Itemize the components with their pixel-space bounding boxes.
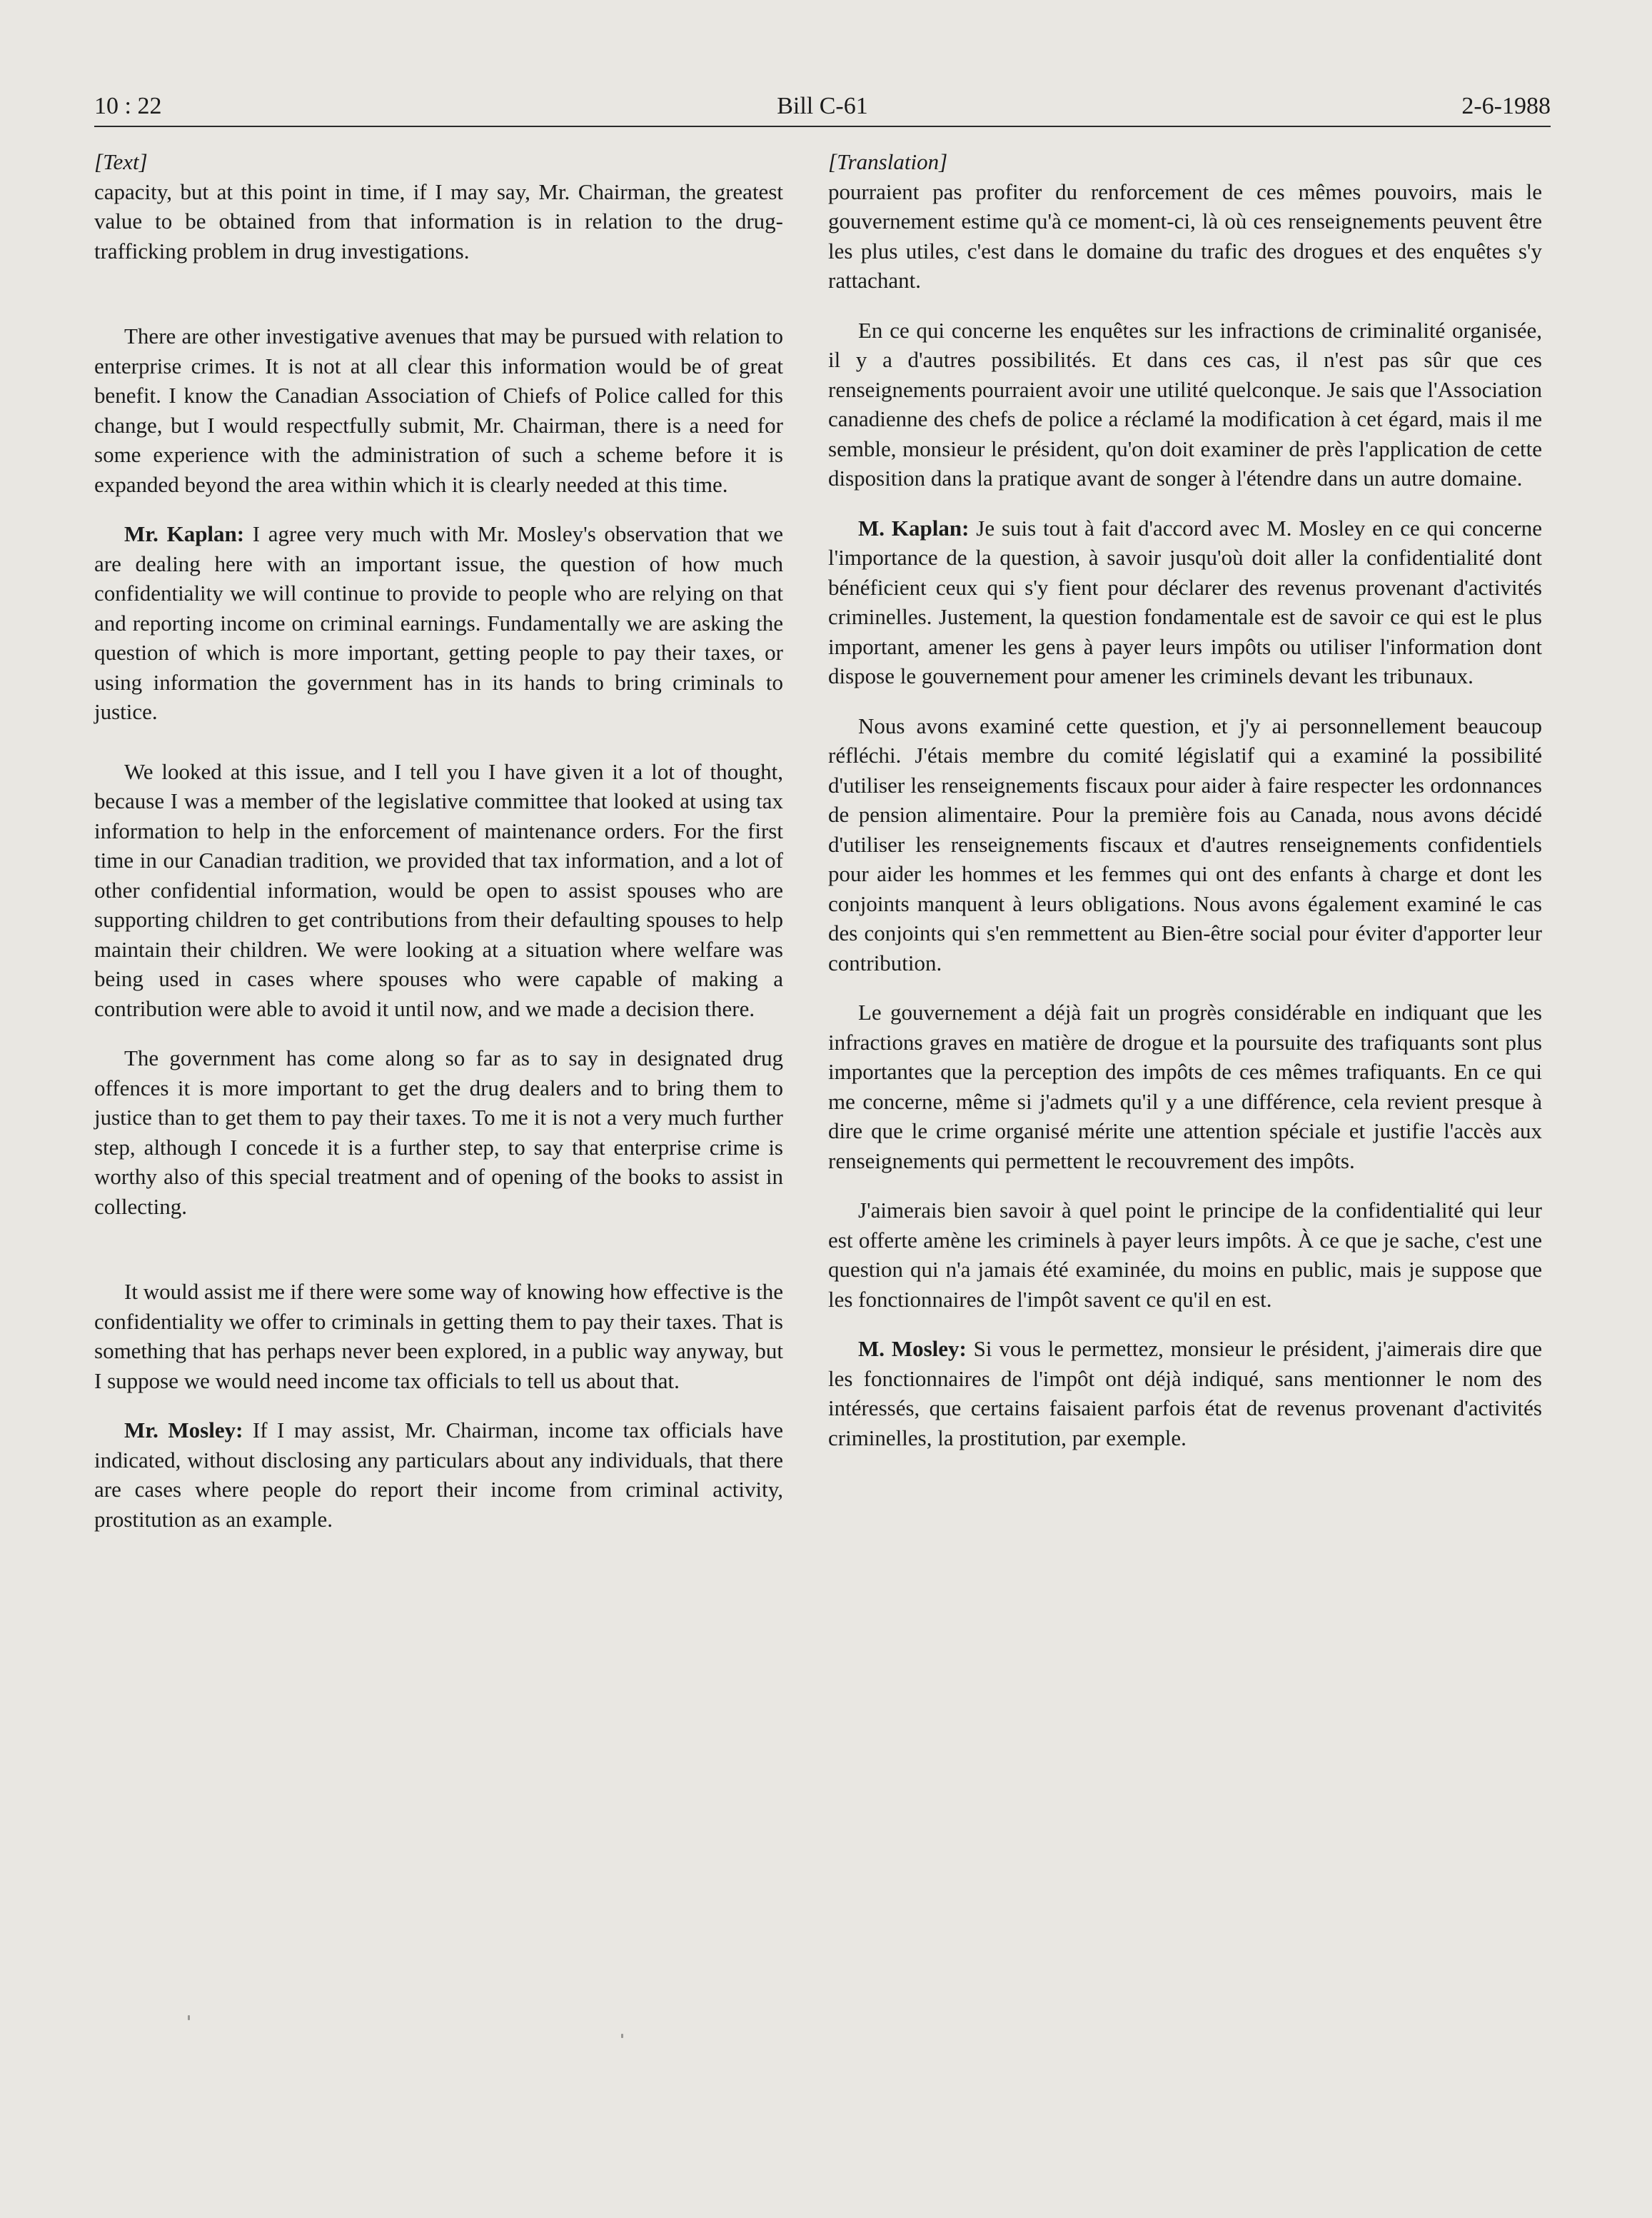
header-date: 2-6-1988 — [1461, 93, 1551, 119]
scan-dot — [621, 2034, 623, 2038]
paragraph — [828, 1195, 1542, 1314]
paragraph — [94, 1043, 783, 1221]
paragraph — [828, 1334, 1542, 1452]
speaker-label: Mr. Mosley: — [124, 1417, 243, 1442]
paragraph — [94, 1415, 783, 1534]
paragraph-text: We looked at this issue, and I tell you I have given it a lot of thought, because I was a member of the legislative committee that looked at using tax information to help in the enforcement of maintenance orders. For the first time in our Canadian tradition, we provided that tax information, and a lot of other confidential information, would be open to assist spouses who are supporting children to get contributions from their defaulting spouses to help maintain their children. We were looking at a situation where welfare was being used in cases where spouses who were capable of making a contribution were able to avoid it until now, and we made a decision there. — [94, 758, 783, 1021]
page-number: 10 : 22 — [94, 93, 162, 119]
paragraph-text: J'aimerais bien savoir à quel point le principe de la confidentialité qui leur est offerte amène les criminels à payer leurs impôts. À ce que je sache, c'est une question qui n'a jamais été examinée, du moins en public, mais je suppose que les fonctionnaires de l'impôt savent ce qu'il en est. — [828, 1198, 1542, 1312]
paragraph-text: Nous avons examiné cette question, et j'y ai personnellement beaucoup réfléchi. J'étais membre du comité législatif qui a examiné la possibilité d'utiliser les renseignements fiscaux pour aider à faire respecter les ordonnances de pension alimentaire. Pour la première fois au Canada, nous avons décidé d'utiliser les renseignements fiscaux et d'autres renseignements confidentiels pour aider les hommes et les femmes qui ont des enfants à charge et dont les conjoints manquent à leurs obligations. Nous avons également examiné le cas des conjoints qui s'en remmettent au Bien-être social pour éviter d'apporter leur contribution. — [828, 713, 1542, 975]
speaker-label: M. Mosley: — [858, 1336, 967, 1361]
paragraph-text: pourraient pas profiter du renforcement de ces mêmes pouvoirs, mais le gouvernement estime qu'à ce moment-ci, là où ces renseignements peuvent être les plus utiles, c'est dans le domaine du trafic des drogues et des enquêtes s'y rattachant. — [828, 179, 1542, 293]
speaker-label: M. Kaplan: — [858, 515, 969, 541]
paragraph — [94, 321, 783, 499]
bill-title: Bill C-61 — [777, 93, 868, 119]
paragraph-text: It would assist me if there were some way of knowing how effective is the confidentiality we offer to criminals in getting them to pay their taxes. That is something that has perhaps never been explored, in a public way anyway, but I suppose we would need income tax officials to tell us about that. — [94, 1279, 783, 1393]
paragraph-text: capacity, but at this point in time, if I may say, Mr. Chairman, the greatest value to be obtained from that information is in relation to the drug-trafficking problem in drug investigations. — [94, 179, 783, 264]
paragraph-text: Si vous le permettez, monsieur le président, j'aimerais dire que les fonctionnaires de l'impôt ont déjà indiqué, sans mentionner le nom des intéressés, que certains faisaient parfois état de revenus provenant d'activités criminelles, la prostitution, par exemple. — [828, 1336, 1542, 1450]
paragraph — [828, 998, 1542, 1175]
paragraph-text: Le gouvernement a déjà fait un progrès considérable en indiquant que les infractions graves en matière de drogue et la poursuite des trafiquants sont plus importantes que la perception des impôts de ces mêmes trafiquants. En ce qui me concerne, même si j'admets qu'il y a une différence, cela revient presque à dire que le crime organisé mérite une attention spéciale et justifie l'accès aux renseignements qui permettent le recouvrement des impôts. — [828, 1000, 1542, 1173]
paragraph — [94, 1277, 783, 1395]
column-tag: [Translation] — [828, 149, 948, 174]
paragraph — [828, 316, 1542, 493]
french-column — [828, 147, 1542, 1452]
paragraph — [94, 177, 783, 266]
english-column — [94, 147, 783, 1534]
paragraph-text: Je suis tout à fait d'accord avec M. Mosley en ce qui concerne l'importance de la question, à savoir jusqu'où doit aller la confidentialité dont bénéficient ceux qui s'y fient pour déclarer des revenus provenant d'activités criminelles. Justement, la question fondamentale est de savoir ce qui est le plus important, amener les gens à payer leurs impôts ou utiliser l'information dont dispose le gouvernement pour amener les criminels devant les tribunaux. — [828, 515, 1543, 688]
scan-dot — [420, 355, 422, 358]
paragraph — [94, 757, 783, 1024]
paragraph-text: There are other investigative avenues that may be pursued with relation to enterprise crimes. It is not at all clear this information would be of great benefit. I know the Canadian Association of Chiefs of Police called for this change, but I would respectfully submit, Mr. Chairman, there is a need for some experience with the administration of such a scheme before it is expanded beyond the area within which it is clearly needed at this time. — [94, 323, 783, 497]
scan-dot — [188, 2015, 190, 2020]
paragraph-text: En ce qui concerne les enquêtes sur les infractions de criminalité organisée, il y a d'autres possibilités. Et dans ces cas, il n'est pas sûr que ces renseignements pourraient avoir une utilité quelconque. Je sais que l'Association canadienne des chefs de police a réclamé la modification à cet égard, mais il me semble, monsieur le président, qu'on doit examiner de près l'application de cette disposition dans la pratique avant de songer à l'étendre dans un autre domaine. — [828, 317, 1542, 491]
paragraph-text: The government has come along so far as to say in designated drug offences it is more important to get the drug dealers and to bring them to justice than to get them to pay their taxes. To me it is not a very much further step, although I concede it is a further step, to say that enterprise crime is worthy also of this special treatment and of opening of the books to assist in collecting. — [94, 1045, 783, 1219]
paragraph-text: If I may assist, Mr. Chairman, income tax officials have indicated, without disclosing any particulars about any individuals, that there are cases where people do report their income from criminal activity, prostitution as an example. — [94, 1417, 783, 1532]
column-tag: [Text] — [94, 149, 148, 174]
paragraph — [828, 711, 1542, 978]
page-header — [94, 90, 1551, 127]
paragraph — [828, 513, 1542, 691]
paragraph — [828, 177, 1542, 296]
speaker-label: Mr. Kaplan: — [124, 521, 245, 546]
paragraph — [94, 519, 783, 727]
paragraph-text: I agree very much with Mr. Mosley's observation that we are dealing here with an important issue, the question of how much confidentiality we will continue to provide to people who are relying on that and reporting income on criminal earnings. Fundamentally we are asking the question of which is more important, getting people to pay their taxes, or using information the government has in its hands to bring criminals to justice. — [94, 521, 783, 724]
